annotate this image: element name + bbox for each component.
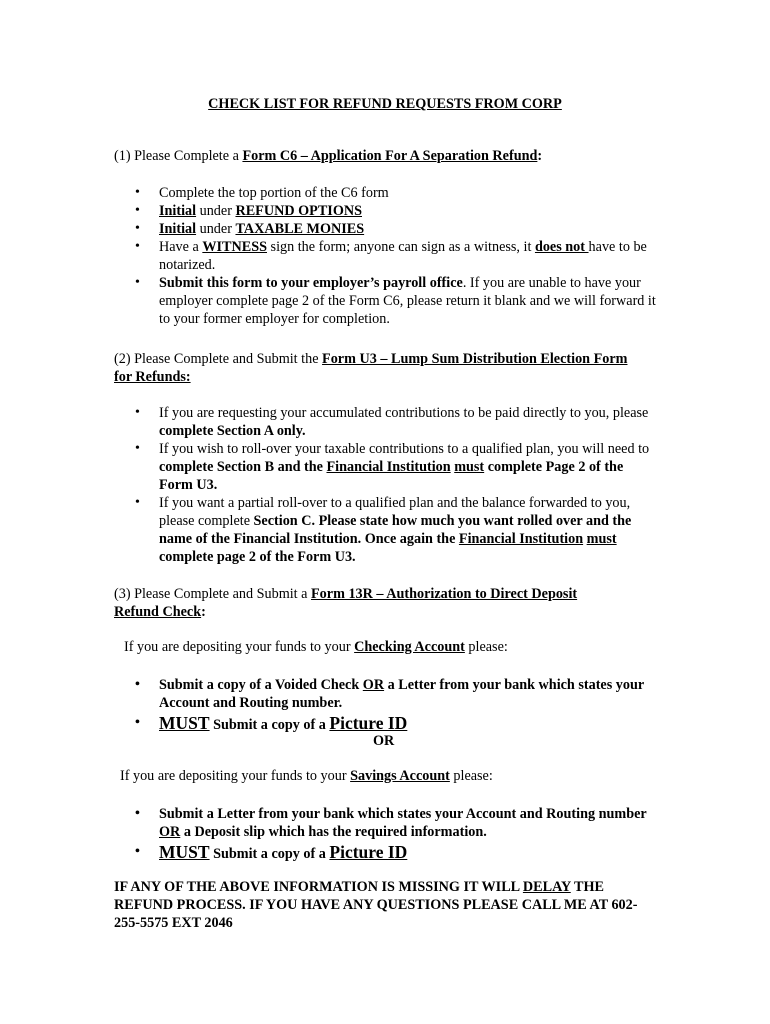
list-item: • Complete the top portion of the C6 form (135, 184, 675, 202)
footer-notice: IF ANY OF THE ABOVE INFORMATION IS MISSING IT WILL DELAY THE REFUND PROCESS. IF YOU HAVE ANY QUESTIONS PLEASE CALL ME AT 602-255-5575 EXT 2046 (114, 879, 638, 931)
list-item: • If you want a partial roll-over to a qualified plan and the balance forwarded to you, please complete Section C. Please state how much you want rolled over and the name of the Financial Institution. Once again the Financial Institution must complete page 2 of the Form U3. (135, 494, 659, 566)
section-2-list (135, 404, 675, 566)
list-item: • If you wish to roll-over your taxable contributions to a qualified plan, you will need to complete Section B and the Financial Institution must complete Page 2 of the Form U3. (135, 440, 659, 494)
list-item: • Submit this form to your employer’s payroll office. If you are unable to have your employer complete page 2 of the Form C6, please return it blank and we will forward it to your former employer for completion. (135, 274, 664, 328)
checking-list (135, 676, 675, 736)
page-title: CHECK LIST FOR REFUND REQUESTS FROM CORP (208, 96, 562, 112)
list-item: • If you are requesting your accumulated contributions to be paid directly to you, please complete Section A only. (135, 404, 649, 440)
form-c6-link: Form C6 – Application For A Separation Refund (242, 148, 538, 164)
list-item: • MUST Submit a copy of a Picture ID (135, 712, 675, 736)
form-u3-link: Form U3 – Lump Sum Distribution Election Form for Refunds: (114, 351, 628, 385)
list-item: • Initial under REFUND OPTIONS (135, 202, 675, 220)
section-3-heading: (3) Please Complete and Submit a Form 13R – Authorization to Direct Deposit Refund Check: (114, 586, 578, 620)
list-item: • Have a WITNESS sign the form; anyone can sign as a witness, it does not have to be notarized. (135, 238, 659, 274)
list-item: • Submit a Letter from your bank which states your Account and Routing number OR a Deposit slip which has the required information. (135, 805, 649, 841)
checking-account-note: If you are depositing your funds to your Checking Account please: (124, 639, 508, 655)
list-item: • Initial under TAXABLE MONIES (135, 220, 675, 238)
list-item: • MUST Submit a copy of a Picture ID (135, 841, 675, 865)
form-13r-link: Form 13R – Authorization to Direct Deposit Refund Check (114, 586, 578, 620)
list-item: • Submit a copy of a Voided Check OR a Letter from your bank which states your Account and Routing number. (135, 676, 659, 712)
section-2-heading: (2) Please Complete and Submit the Form U3 – Lump Sum Distribution Election Form for Refunds: (114, 351, 628, 385)
section-1-list (135, 184, 675, 328)
savings-account-note: If you are depositing your funds to your Savings Account please: (120, 768, 493, 784)
section-1-heading: (1) Please Complete a Form C6 – Application For A Separation Refund: (114, 148, 543, 164)
savings-list (135, 805, 675, 865)
or-separator: OR (373, 733, 395, 749)
